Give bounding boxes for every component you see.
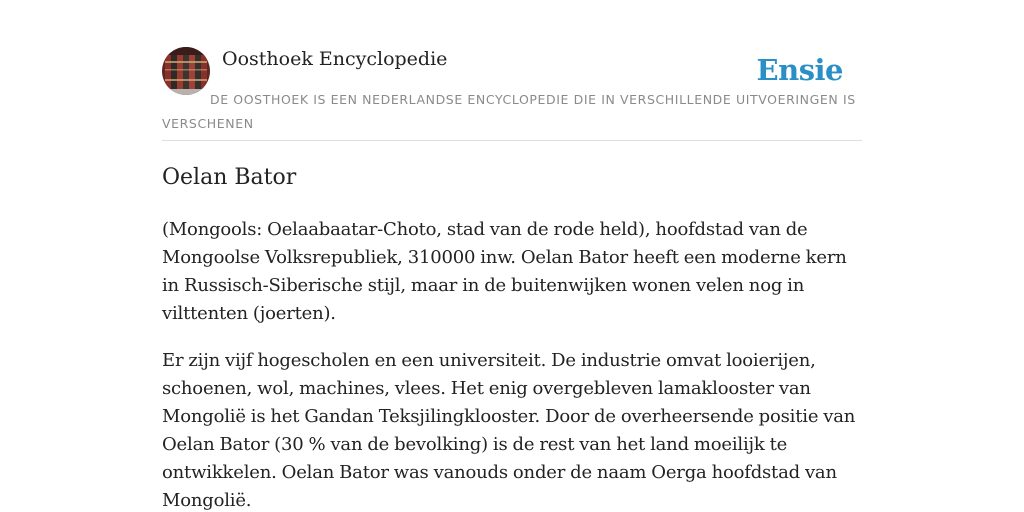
site-subtitle: DE OOSTHOEK IS EEN NEDERLANDSE ENCYCLOPEDIE DIE IN VERSCHILLENDE UITVOERINGEN IS VERSCHENEN <box>162 92 856 131</box>
site-header <box>162 46 862 141</box>
article-paragraph: (Mongools: Oelaabaatar-Choto, stad van de rode held), hoofdstad van de Mongoolse Volksrepubliek, 310000 inw. Oelan Bator heeft een moderne kern in Russisch-Siberische stijl, maar in de buitenwijken wonen velen nog in vilttenten (joerten). <box>162 219 847 324</box>
article-title: Oelan Bator <box>162 165 297 190</box>
site-name[interactable]: Oosthoek Encyclopedie <box>222 48 448 70</box>
article <box>162 162 862 512</box>
article-paragraph: Er zijn vijf hogescholen en een universiteit. De industrie omvat looierijen, schoenen, wol, machines, vlees. Het enig overgebleven lamaklooster van Mongolië is het Gandan Teksjilingklooster. Door de overheersende positie van Oelan Bator (30 % van de bevolking) is de rest van het land moeilijk te ontwikkelen. Oelan Bator was vanouds onder de naam Oerga hoofdstad van Mongolië. <box>162 350 856 511</box>
brand-logo[interactable]: Ensie <box>756 53 843 87</box>
